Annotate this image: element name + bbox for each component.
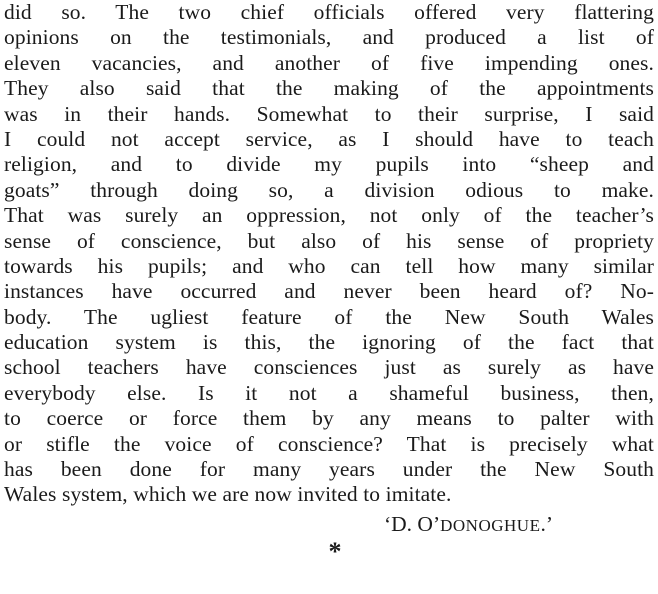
text-line: or stifle the voice of conscience? That is precisely what bbox=[4, 431, 654, 456]
signature-open: ‘D. O’ bbox=[384, 511, 441, 536]
text-line: has been done for many years under the New South bbox=[4, 457, 654, 482]
signature bbox=[4, 510, 654, 538]
text-line: opinions on the testimonials, and produced a list of bbox=[4, 25, 654, 50]
body-text bbox=[4, 0, 654, 508]
text-line: education system is this, the ignoring of the fact that bbox=[4, 330, 654, 355]
text-line: goats” through doing so, a division odious to make. bbox=[4, 177, 654, 202]
text-line: eleven vacancies, and another of five impending ones. bbox=[4, 50, 654, 75]
text-line: was in their hands. Somewhat to their surprise, I said bbox=[4, 101, 654, 126]
text-line: instances have occurred and never been heard of? No- bbox=[4, 279, 654, 304]
text-line: That was surely an oppression, not only of the teacher’s bbox=[4, 203, 654, 228]
text-line: I could not accept service, as I should have to teach bbox=[4, 126, 654, 151]
signature-close: .’ bbox=[540, 511, 553, 536]
text-line: Wales system, which we are now invited to imitate. bbox=[4, 482, 452, 507]
text-line: towards his pupils; and who can tell how many similar bbox=[4, 253, 654, 278]
text-line: everybody else. Is it not a shameful business, then, bbox=[4, 380, 654, 405]
text-line: to coerce or force them by any means to palter with bbox=[4, 406, 654, 431]
text-line: body. The ugliest feature of the New South Wales bbox=[4, 304, 654, 329]
text-line: sense of conscience, but also of his sense of propriety bbox=[4, 228, 654, 253]
text-line: religion, and to divide my pupils into “sheep and bbox=[4, 152, 654, 177]
document-page bbox=[4, 0, 654, 564]
text-line: school teachers have consciences just as surely as have bbox=[4, 355, 654, 380]
signature-surname: DONOGHUE bbox=[440, 515, 541, 535]
text-line: did so. The two chief officials offered very flattering bbox=[4, 0, 654, 24]
section-break-asterisk: * bbox=[328, 536, 342, 566]
text-line: They also said that the making of the appointments bbox=[4, 76, 654, 101]
